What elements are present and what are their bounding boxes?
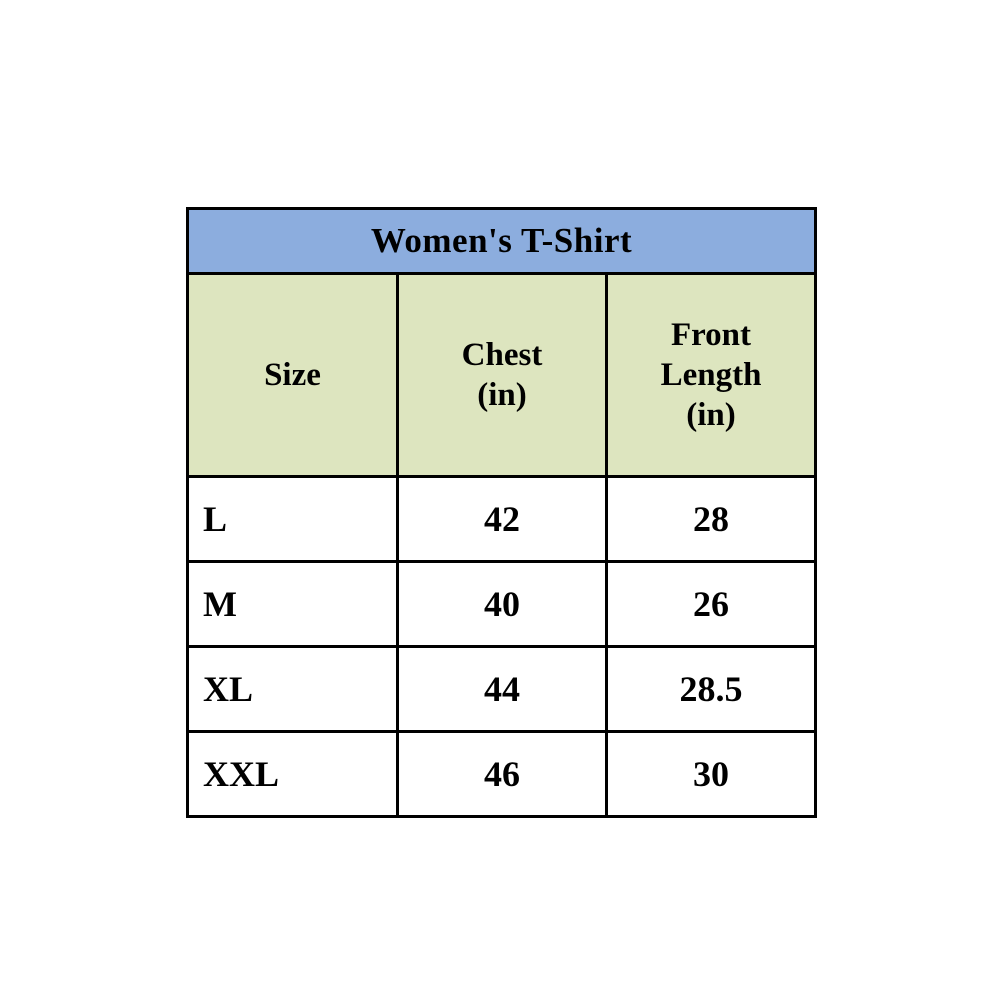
- cell-front-length: 26: [607, 562, 816, 647]
- cell-front-length: 28.5: [607, 647, 816, 732]
- cell-size: M: [188, 562, 398, 647]
- column-header-chest: [398, 274, 607, 477]
- cell-chest: 44: [398, 647, 607, 732]
- column-header-size: Size: [188, 274, 398, 477]
- column-header-front-length-line3: (in): [686, 397, 736, 434]
- cell-size: XXL: [188, 732, 398, 817]
- column-header-front-length-line1: Front: [670, 316, 752, 353]
- column-header-chest-line2: (in): [477, 377, 527, 413]
- column-header-front-length-line2: Length: [660, 356, 762, 393]
- cell-size: XL: [188, 647, 398, 732]
- cell-front-length: 28: [607, 477, 816, 562]
- table-row: [188, 562, 816, 647]
- table-row: [188, 647, 816, 732]
- size-chart-table: [186, 207, 817, 818]
- table-row: [188, 477, 816, 562]
- cell-size: L: [188, 477, 398, 562]
- table-title-row: [188, 209, 816, 274]
- cell-chest: 42: [398, 477, 607, 562]
- cell-chest: 46: [398, 732, 607, 817]
- column-header-chest-line1: Chest: [461, 336, 543, 373]
- table-row: [188, 732, 816, 817]
- cell-front-length: 30: [607, 732, 816, 817]
- cell-chest: 40: [398, 562, 607, 647]
- table-title: Women's T-Shirt: [188, 209, 816, 274]
- column-header-front-length: [607, 274, 816, 477]
- table-header-row: [188, 274, 816, 477]
